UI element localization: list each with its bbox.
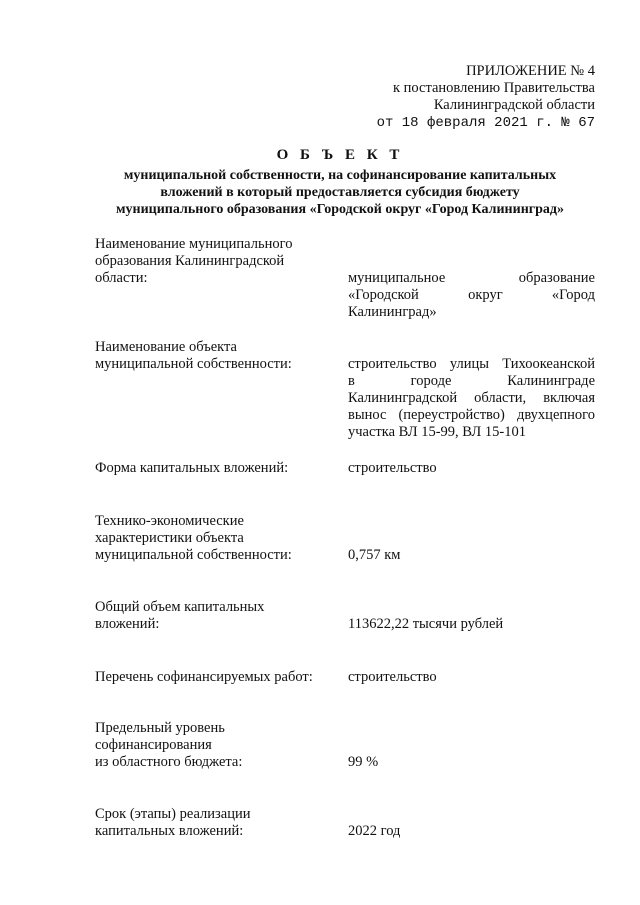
field-value: 113622,22 тысячи рублей: [348, 616, 504, 632]
appendix-region-line: Калининградской области: [433, 97, 595, 113]
title-line-3: муниципального образования «Городской округ «Город Калининград»: [116, 202, 564, 217]
appendix-resolution-line: к постановлению Правительства: [393, 80, 595, 96]
field-label: Предельный уровень софинансирования из областного бюджета:: [95, 720, 243, 770]
field-label: Общий объем капитальных вложений:: [95, 599, 265, 632]
title-line-1: муниципальной собственности, на софинансирование капитальных: [123, 168, 557, 183]
field-value: строительство: [348, 460, 437, 476]
document-title: [0, 147, 640, 218]
field-value: муниципальное образование «Городской округ «Город Калининград»: [348, 270, 595, 320]
title-word: О Б Ъ Е К Т: [276, 147, 404, 163]
field-label: Наименование объекта муниципальной собственности:: [95, 339, 292, 372]
title-line-2: вложений в который предоставляется субсидия бюджету: [160, 185, 520, 200]
field-value: строительство: [348, 669, 437, 685]
field-label: Наименование муниципального образования Калининградской области:: [95, 236, 293, 286]
appendix-date: от 18 февраля 2021 г. № 67: [376, 115, 595, 131]
field-value: строительство улицы Тихоокеанской в городе Калининграде Калининградской области, включая вынос (переустройство) двухцепного участка ВЛ 15-99, ВЛ 15-101: [348, 356, 595, 440]
field-label: Срок (этапы) реализации капитальных вложений:: [95, 806, 251, 839]
appendix-number: ПРИЛОЖЕНИЕ № 4: [466, 63, 595, 79]
field-value: 99 %: [348, 754, 379, 770]
field-label: Перечень софинансируемых работ:: [95, 669, 313, 685]
appendix-header: [377, 63, 595, 132]
field-value: 0,757 км: [348, 547, 401, 563]
field-label: Форма капитальных вложений:: [95, 460, 289, 476]
field-value: 2022 год: [348, 823, 401, 839]
field-label: Технико-экономические характеристики объекта муниципальной собственности:: [95, 513, 292, 563]
